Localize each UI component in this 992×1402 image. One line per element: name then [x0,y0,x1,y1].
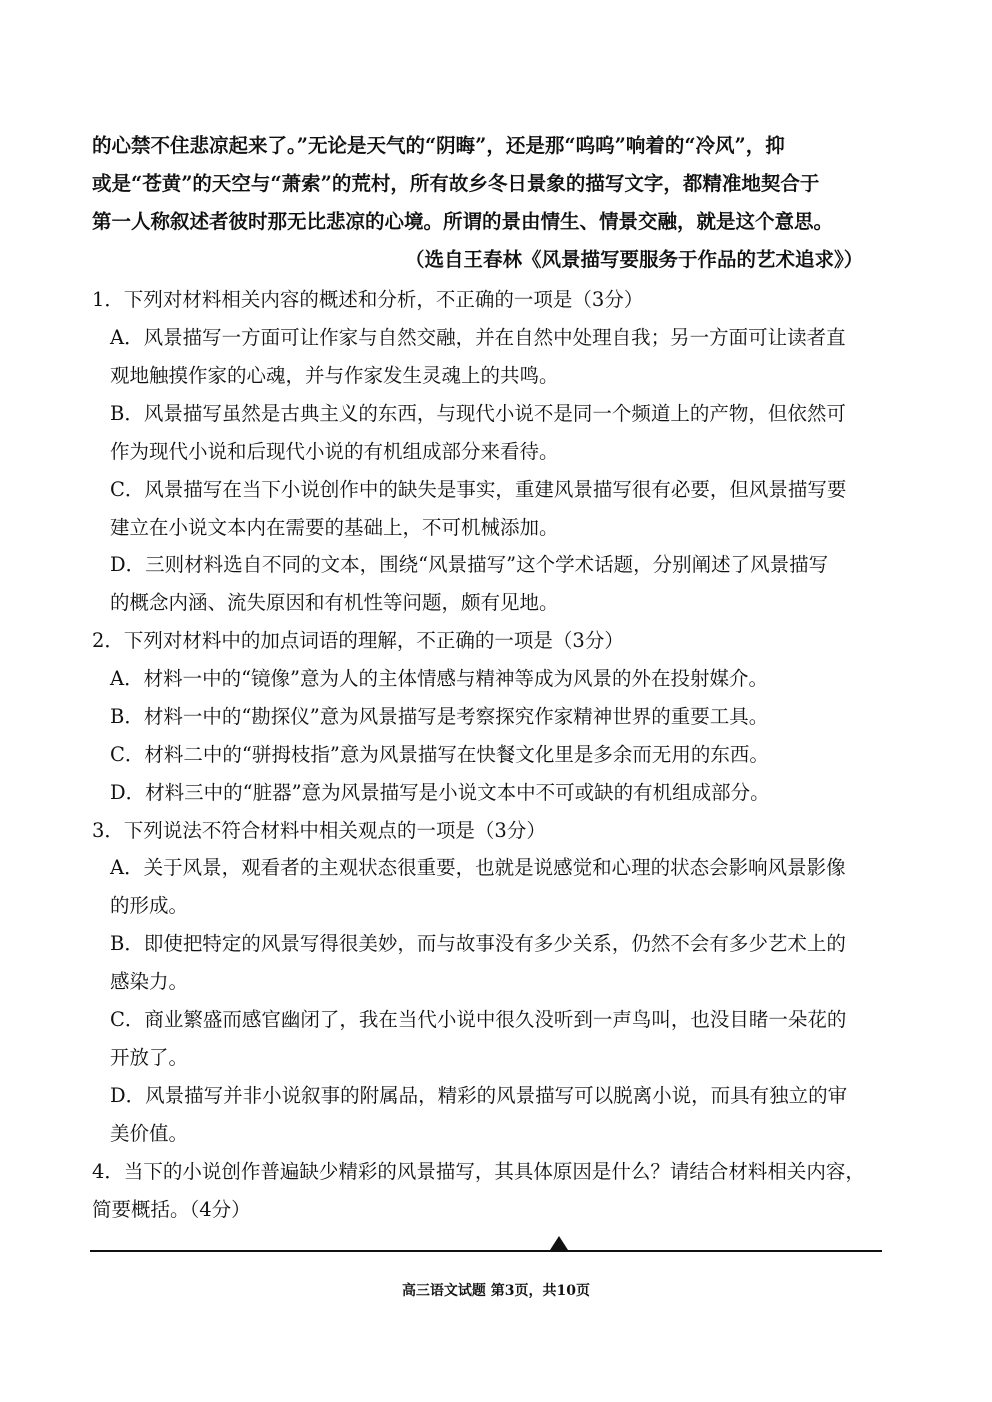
footer-divider [90,1250,882,1252]
question-2-option-c: C．材料二中的“骈拇枝指”意为风景描写在快餐文化里是多余而无用的东西。 [110,743,769,766]
question-3-option-d: D．风景描写并非小说叙事的附属品，精彩的风景描写可以脱离小说，而具有独立的审 [110,1084,848,1107]
question-3-option-c: C．商业繁盛而感官幽闭了，我在当代小说中很久没听到一声鸟叫，也没目睹一朵花的 [110,1008,847,1031]
question-2-option-a: A．材料一中的“镜像”意为人的主体情感与精神等成为风景的外在投射媒介。 [110,667,769,690]
passage-line-2: 或是“苍黄”的天空与“萧索”的荒村，所有故乡冬日景象的描写文字，都精准地契合于 [92,172,820,195]
question-1-option-a-cont: 观地触摸作家的心魂，并与作家发生灵魂上的共鸣。 [110,364,559,387]
question-1-option-c: C．风景描写在当下小说创作中的缺失是事实，重建风景描写很有必要，但风景描写要 [110,478,847,501]
page-footer: 高三语文试题 第3页，共10页 [401,1283,591,1299]
passage-line-1: 的心禁不住悲凉起来了。”无论是天气的“阴晦”，还是那“呜呜”响着的“冷风”，抑 [92,134,785,157]
question-1-option-d-cont: 的概念内涵、流失原因和有机性等问题，颇有见地。 [110,591,559,614]
question-3-option-c-cont: 开放了。 [110,1046,189,1069]
question-2-option-d: D．材料三中的“脏器”意为风景描写是小说文本中不可或缺的有机组成部分。 [110,781,770,804]
passage-line-3: 第一人称叙述者彼时那无比悲凉的心境。所谓的景由情生、情景交融，就是这个意思。 [92,210,834,233]
question-1-option-c-cont: 建立在小说文本内在需要的基础上，不可机械添加。 [110,516,559,539]
passage-source: （选自王春林《风景描写要服务于作品的艺术追求》） [405,248,864,271]
question-3-option-b: B．即使把特定的风景写得很美妙，而与故事没有多少关系，仍然不会有多少艺术上的 [110,932,846,955]
question-1-option-b-cont: 作为现代小说和后现代小说的有机组成部分来看待。 [110,440,559,463]
question-4-stem-cont: 简要概括。（4分） [92,1198,251,1221]
question-1-stem: 1．下列对材料相关内容的概述和分析，不正确的一项是（3分） [92,288,644,311]
question-2-stem: 2．下列对材料中的加点词语的理解，不正确的一项是（3分） [92,629,624,652]
question-1-option-b: B．风景描写虽然是古典主义的东西，与现代小说不是同一个频道上的产物，但依然可 [110,402,846,425]
question-3-option-b-cont: 感染力。 [110,970,189,993]
question-1-option-a: A．风景描写一方面可让作家与自然交融，并在自然中处理自我；另一方面可让读者直 [110,326,846,349]
question-1-option-d: D．三则材料选自不同的文本，围绕“风景描写”这个学术话题，分别阐述了风景描写 [110,553,829,576]
question-3-stem: 3．下列说法不符合材料中相关观点的一项是（3分） [92,819,546,842]
question-3-option-a-cont: 的形成。 [110,894,189,917]
question-3-option-a: A．关于风景，观看者的主观状态很重要，也就是说感觉和心理的状态会影响风景影像 [110,856,846,879]
question-4-stem: 4．当下的小说创作普遍缺少精彩的风景描写，其具体原因是什么？请结合材料相关内容， [92,1160,865,1183]
triangle-marker-icon [550,1236,568,1250]
question-2-option-b: B．材料一中的“勘探仪”意为风景描写是考察探究作家精神世界的重要工具。 [110,705,769,728]
question-3-option-d-cont: 美价值。 [110,1122,189,1145]
